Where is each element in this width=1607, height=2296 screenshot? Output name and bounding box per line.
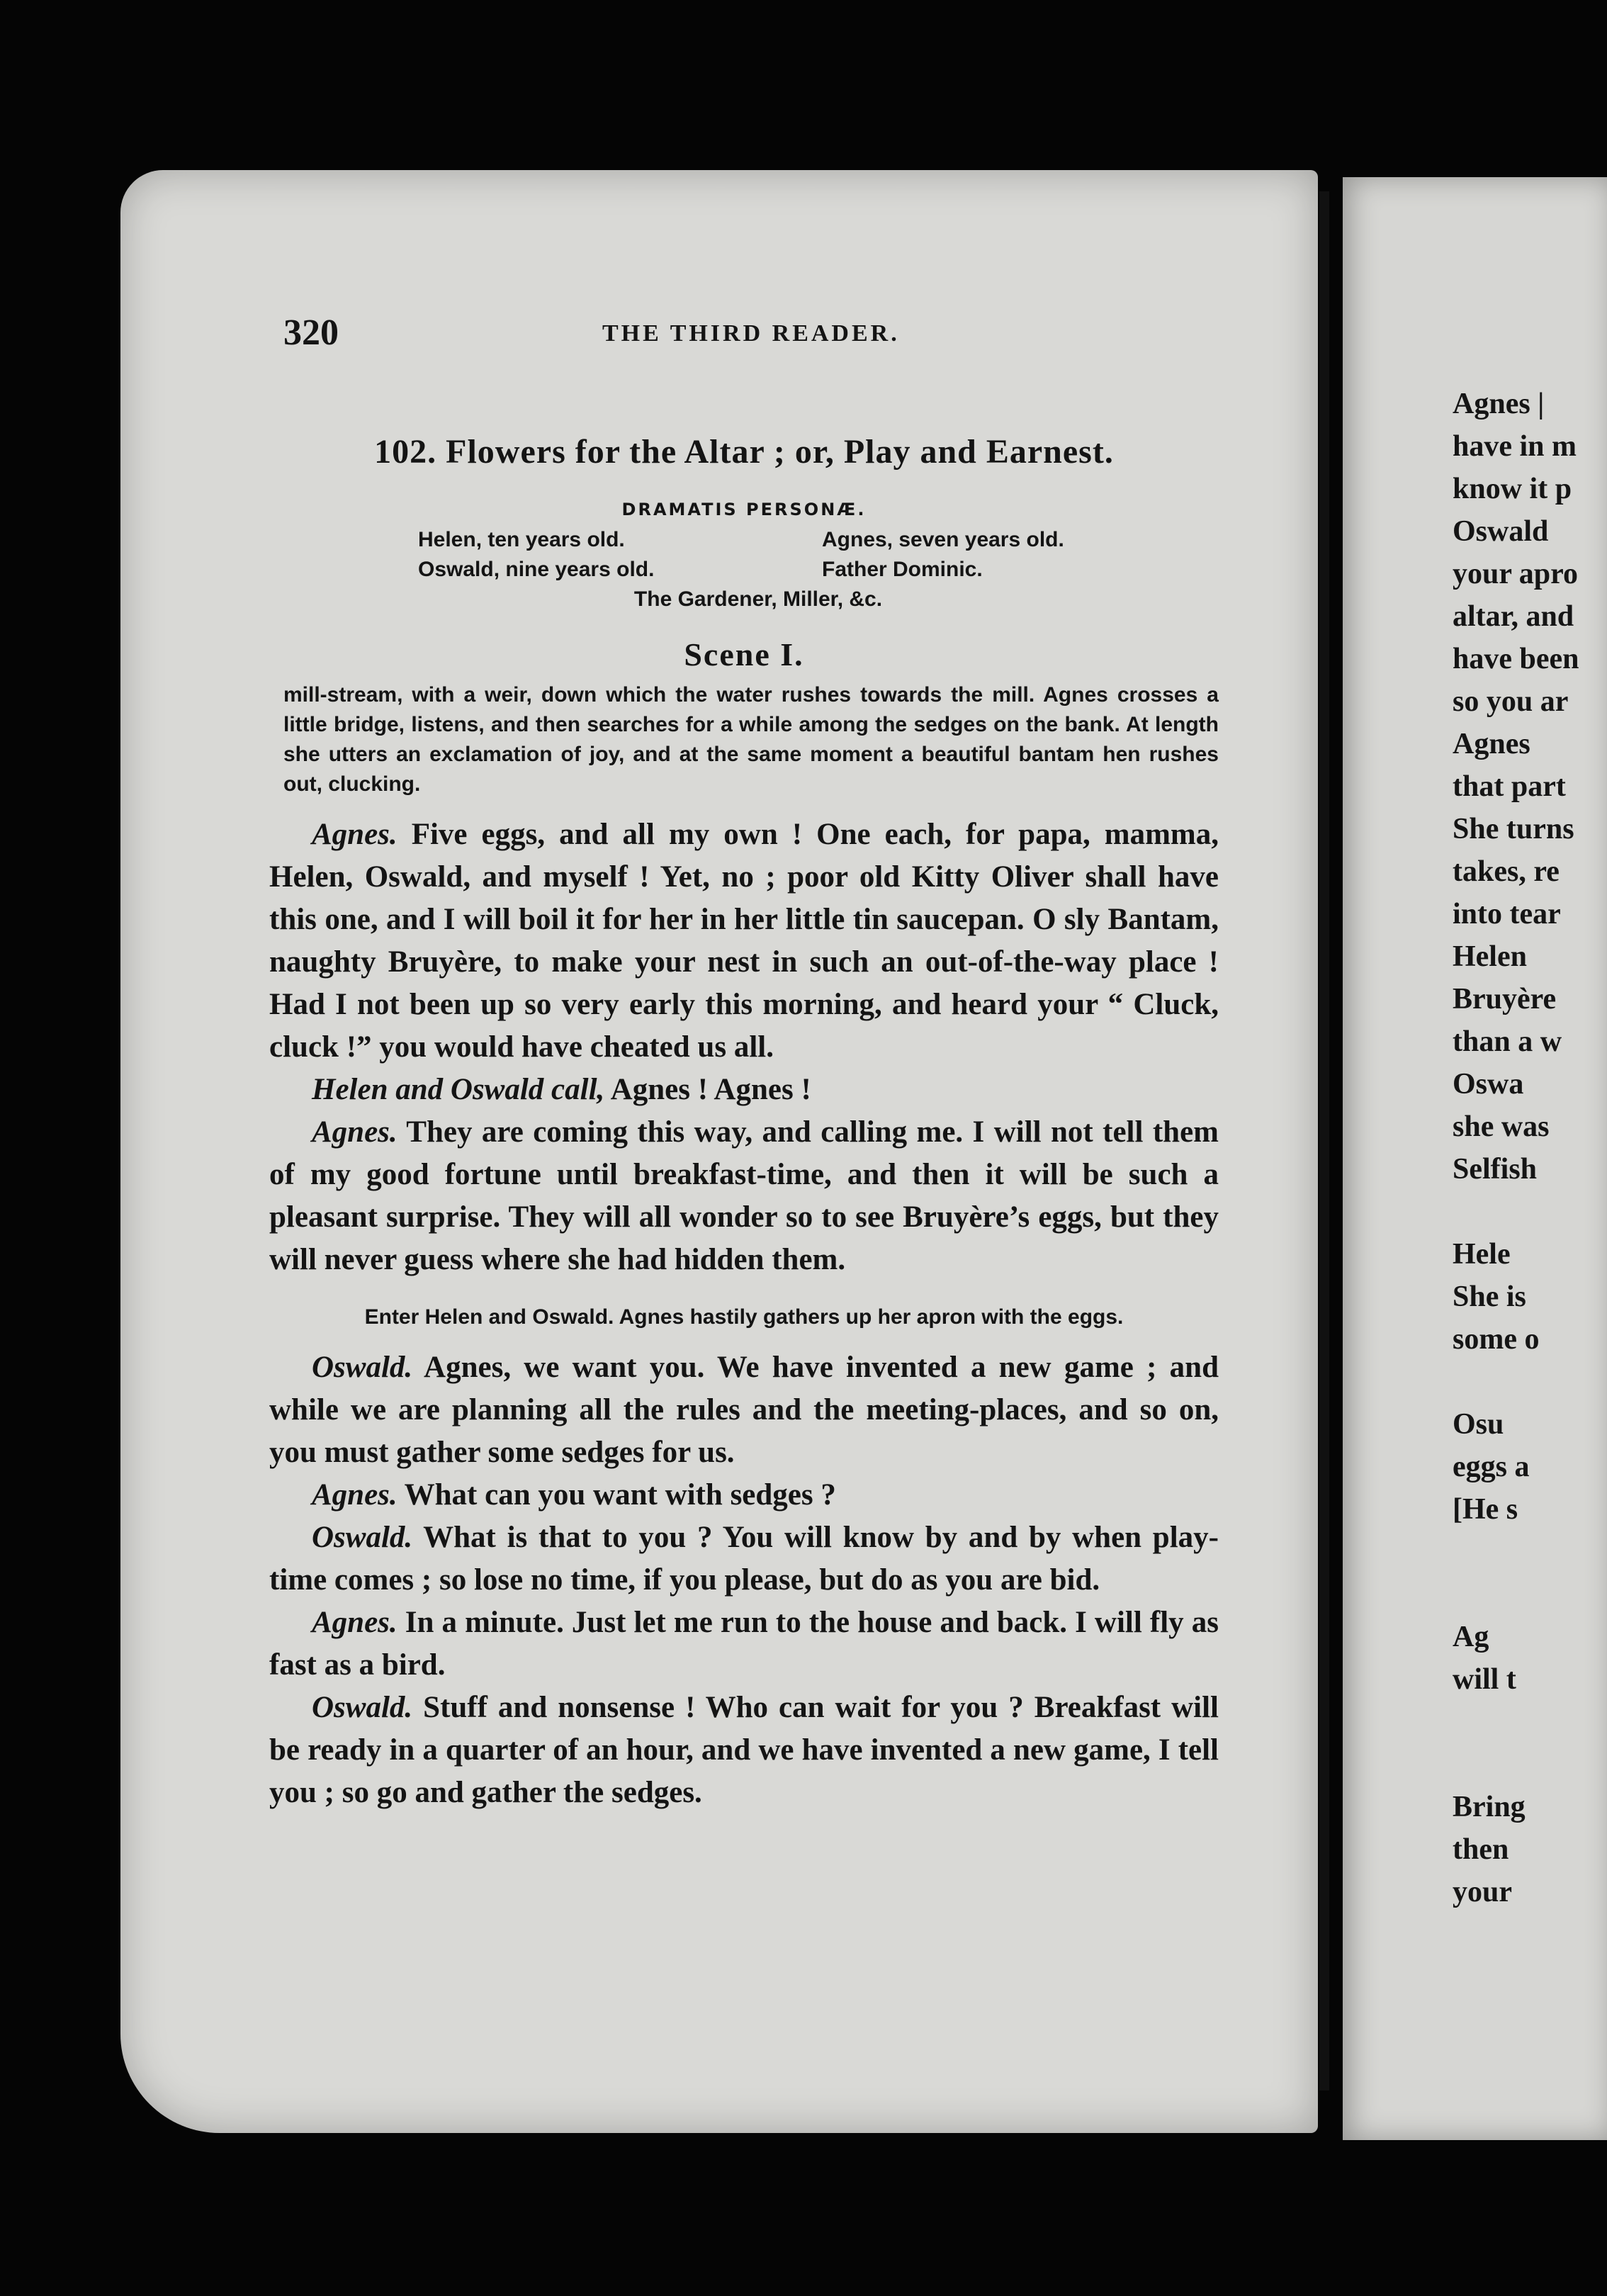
running-head	[269, 312, 1219, 361]
right-page-line: have in m	[1453, 430, 1577, 463]
right-page-line: [He s	[1453, 1493, 1518, 1526]
dramatis-personae-heading: DRAMATIS PERSONÆ.	[621, 500, 867, 519]
speaker-name: Agnes.	[312, 818, 397, 851]
speech	[269, 1346, 1219, 1474]
right-page-line: know it p	[1453, 473, 1572, 505]
right-page-line: takes, re	[1453, 855, 1560, 888]
right-page-line: She is	[1453, 1281, 1526, 1313]
speaker-name: Helen and Oswald call,	[312, 1073, 605, 1106]
right-page-line: Ag	[1453, 1621, 1489, 1653]
lesson-title: 102. Flowers for the Altar ; or, Play and Earnest.	[374, 433, 1114, 471]
speech-text: Five eggs, and all my own ! One each, for papa, mamma, Helen, Oswald, and myself ! Yet, no ; poor old Kitty Oliver shall have this one, and I will boil it for her in her little tin saucepan. O sly Bantam, naughty Bruyère, to make your nest in such an out-of-the-way place ! Had I not been up so very early this morning, and heard your “ Cluck, cluck !” you would have cheated us all.	[269, 818, 1219, 1064]
stage-direction: Enter Helen and Oswald. Agnes hastily gathers up her apron with the eggs.	[364, 1305, 1124, 1329]
cast-member: Helen, ten years old.	[418, 528, 625, 551]
right-page-line: Hele	[1453, 1238, 1511, 1271]
speech-text: In a minute. Just let me run to the house and back. I will fly as fast as a bird.	[269, 1606, 1219, 1682]
right-page-line: Selfish	[1453, 1153, 1538, 1186]
speaker-name: Agnes.	[312, 1115, 397, 1149]
cast-member: Agnes, seven years old.	[822, 528, 1064, 551]
right-page-line: Agnes |	[1453, 388, 1545, 420]
speech-text: Agnes ! Agnes !	[604, 1073, 811, 1106]
page-number: 320	[283, 313, 339, 353]
right-page-line: Helen	[1453, 940, 1527, 973]
speech	[269, 1602, 1219, 1687]
right-page-line: that part	[1453, 770, 1566, 803]
right-page-line: eggs a	[1453, 1451, 1530, 1483]
speaker-name: Oswald.	[312, 1351, 413, 1384]
speech	[269, 814, 1219, 1069]
speech	[269, 1111, 1219, 1281]
speaker-name: Oswald.	[312, 1691, 413, 1724]
speaker-name: Oswald.	[312, 1521, 413, 1554]
right-page-line: Bruyère	[1453, 983, 1557, 1015]
right-page-line	[1453, 1701, 1607, 1743]
speech-text: Agnes, we want you. We have invented a new game ; and while we are planning all the rules and the meeting-places, and so on, you must gather some sedges for us.	[269, 1351, 1219, 1469]
cast-extra: The Gardener, Miller, &c.	[633, 587, 883, 611]
scene-heading: Scene I.	[684, 636, 804, 673]
right-page-line: into tear	[1453, 898, 1561, 930]
running-head-title: THE THIRD READER.	[602, 320, 900, 347]
speaker-name: Agnes.	[312, 1606, 397, 1639]
right-page-line: your apro	[1453, 558, 1578, 590]
right-page-line	[1453, 1743, 1607, 1786]
right-page-line: your	[1453, 1876, 1512, 1908]
cast-member: Father Dominic.	[822, 558, 983, 581]
book-gutter	[1319, 191, 1329, 2090]
speaker-name: Agnes.	[312, 1478, 397, 1512]
speech-text: Stuff and nonsense ! Who can wait for you ? Breakfast will be ready in a quarter of an hour, and we have invented a new game, I tell you ; so go and gather the sedges.	[269, 1691, 1219, 1809]
right-page-line: have been	[1453, 643, 1579, 675]
speech-text: What is that to you ? You will know by and by when play-time comes ; so lose no time, if you please, but do as you are bid.	[269, 1521, 1219, 1597]
right-page-line: Oswald	[1453, 515, 1549, 548]
right-page-line: altar, and	[1453, 600, 1574, 633]
right-page-line: than a w	[1453, 1025, 1562, 1058]
speech-text: They are coming this way, and calling me. I will not tell them of my good fortune until breakfast-time, and then it will be such a pleasant surprise. They will all wonder so to see Bruyère’s eggs, but they will never guess where she had hidden them.	[269, 1115, 1219, 1276]
cast-list	[418, 525, 1219, 585]
stage-direction: mill-stream, with a weir, down which the water rushes towards the mill. Agnes crosses a little bridge, listens, and then searches for a while among the sedges on the bank. At length she utters an exclamation of joy, and at the same moment a beautiful bantam hen rushes out, clucking.	[283, 683, 1219, 796]
right-page-line: Osu	[1453, 1408, 1504, 1441]
speech	[269, 1474, 1219, 1516]
right-page-text	[1453, 383, 1607, 1913]
right-page-line	[1453, 1361, 1607, 1403]
right-page-line: will t	[1453, 1663, 1516, 1696]
right-page-line: Agnes	[1453, 728, 1530, 760]
right-page-line: Bring	[1453, 1791, 1526, 1823]
right-page-line	[1453, 1191, 1607, 1233]
right-page-line: Oswa	[1453, 1068, 1524, 1101]
speech-text: What can you want with sedges ?	[397, 1478, 836, 1512]
right-page-line: She turns	[1453, 813, 1574, 845]
right-page-line: she was	[1453, 1110, 1550, 1143]
page-content	[269, 312, 1219, 1814]
speech	[269, 1687, 1219, 1814]
right-page-line: then	[1453, 1833, 1509, 1866]
right-page-line: so you ar	[1453, 685, 1569, 718]
right-page-line	[1453, 1531, 1607, 1573]
cast-member: Oswald, nine years old.	[418, 558, 655, 581]
speech	[269, 1516, 1219, 1602]
speech	[269, 1069, 1219, 1111]
right-page-line	[1453, 1573, 1607, 1616]
right-page-line: some o	[1453, 1323, 1540, 1356]
